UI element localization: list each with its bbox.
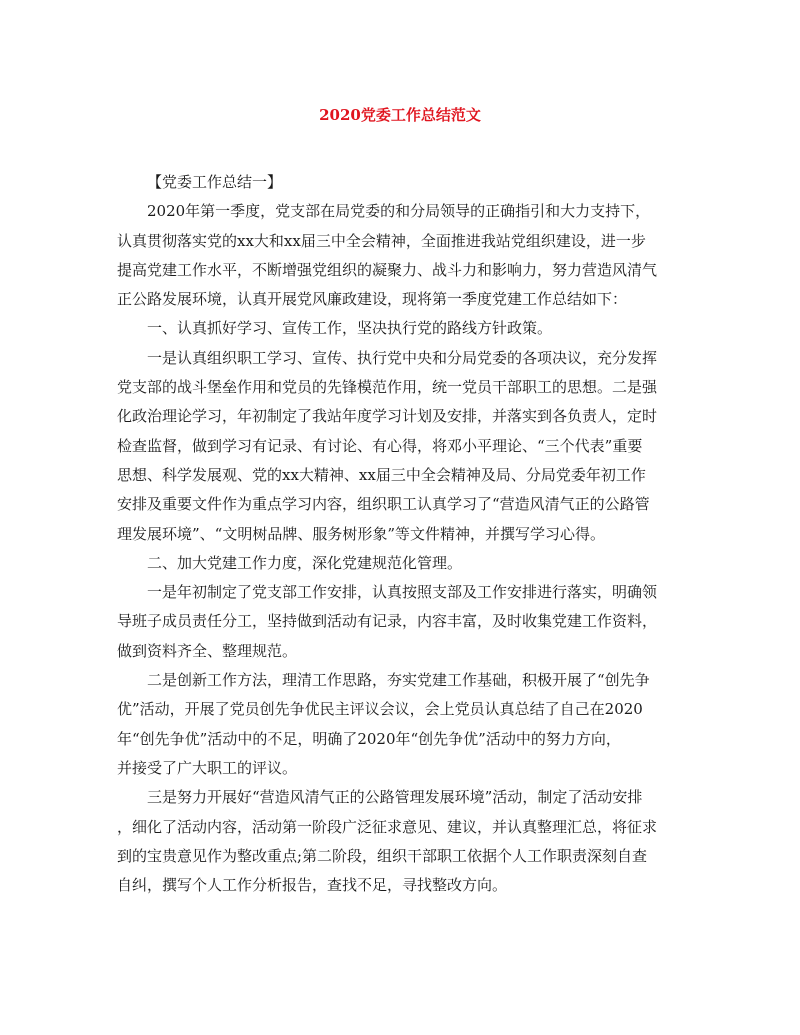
text-line: 一是认真组织职工学习、宣传、执行党中央和分局党委的各项决议，充分发挥 <box>147 348 658 367</box>
text-line: 一是年初制定了党支部工作安排，认真按照支部及工作安排进行落实，明确领 <box>147 583 658 602</box>
text-line: 2020年第一季度，党支部在局党委的和分局领导的正确指引和大力支持下， <box>147 202 651 221</box>
text-line: 自纠，撰写个人工作分析报告，查找不足，寻找整改方向。 <box>117 876 508 895</box>
text-line: 认真贯彻落实党的xx大和xx届三中全会精神，全面推进我站党组织建设，进一步 <box>117 231 646 250</box>
text-line: 化政治理论学习，年初制定了我站年度学习计划及安排，并落实到各负责人，定时 <box>117 407 658 426</box>
text-line: 优”活动，开展了党员创先争优民主评议会议，会上党员认真总结了自己在2020 <box>117 700 643 719</box>
text-line: 年“创先争优”活动中的不足，明确了2020年“创先争优”活动中的努力方向， <box>117 729 621 748</box>
text-line: 检查监督，做到学习有记录、有讨论、有心得，将邓小平理论、“三个代表”重要 <box>117 436 643 455</box>
text-line: 理发展环境”、“文明树品牌、服务树形象”等文件精神，并撰写学习心得。 <box>117 524 606 543</box>
text-line: 思想、科学发展观、党的xx大精神、xx届三中全会精神及局、分局党委年初工作 <box>117 465 646 484</box>
text-line: 到的宝贵意见作为整改重点;第二阶段，组织干部职工依据个人工作职责深刻自查 <box>117 846 648 865</box>
text-line: 三是努力开展好“营造风清气正的公路管理发展环境”活动，制定了活动安排 <box>147 788 643 807</box>
text-line: ，细化了活动内容，活动第一阶段广泛征求意见、建议，并认真整理汇总，将征求 <box>117 817 658 836</box>
text-line: 【党委工作总结一】 <box>147 173 283 191</box>
text-line: 二是创新工作方法，理清工作思路，夯实党建工作基础，积极开展了“创先争 <box>147 671 650 690</box>
text-line: 做到资料齐全、整理规范。 <box>117 641 298 660</box>
document-title: 2020党委工作总结范文 <box>319 106 481 124</box>
text-line: 并接受了广大职工的评议。 <box>117 758 298 777</box>
text-line: 二、加大党建工作力度，深化党建规范化管理。 <box>147 553 463 572</box>
text-line: 导班子成员责任分工，坚持做到活动有记录，内容丰富，及时收集党建工作资料， <box>117 612 658 631</box>
text-line: 提高党建工作水平，不断增强党组织的凝聚力、战斗力和影响力，努力营造风清气 <box>117 260 658 279</box>
text-line: 一、认真抓好学习、宣传工作，坚决执行党的路线方针政策。 <box>147 319 553 338</box>
text-line: 党支部的战斗堡垒作用和党员的先锋模范作用，统一党员干部职工的思想。二是强 <box>117 378 658 397</box>
text-line: 安排及重要文件作为重点学习内容，组织职工认真学习了“营造风清气正的公路管 <box>117 495 650 514</box>
document-body <box>117 168 683 900</box>
text-line: 正公路发展环境，认真开展党风廉政建设，现将第一季度党建工作总结如下： <box>117 290 628 309</box>
